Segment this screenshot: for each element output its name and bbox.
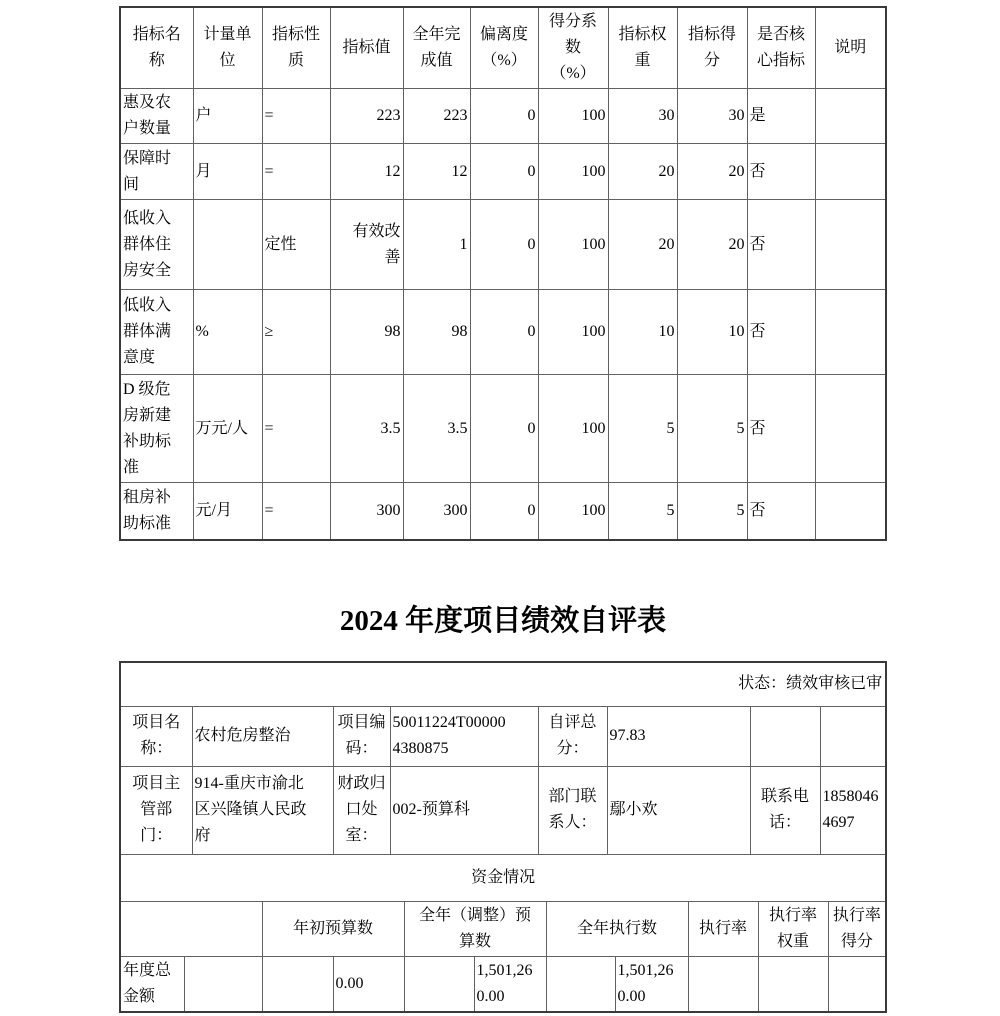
table-cell xyxy=(546,956,615,1012)
table-cell: 0 xyxy=(470,375,538,483)
header-cell: 指标得 分 xyxy=(677,7,747,89)
table-cell: 3.5 xyxy=(403,375,470,483)
project-info-row xyxy=(120,706,886,766)
indicator-header-row xyxy=(120,7,886,89)
section-row xyxy=(120,854,886,901)
indicator-row xyxy=(120,200,886,290)
table-cell: = xyxy=(262,483,330,540)
table-cell xyxy=(758,956,828,1012)
table-cell xyxy=(815,144,886,200)
table-cell xyxy=(815,290,886,375)
department-value: 914-重庆市渝北 区兴隆镇人民政 府 xyxy=(192,766,333,854)
table-cell: 5 xyxy=(608,483,677,540)
table-cell: = xyxy=(262,144,330,200)
table-cell: 5 xyxy=(677,375,747,483)
table-cell: ≥ xyxy=(262,290,330,375)
indicator-name-cell: 惠及农 户数量 xyxy=(120,89,193,144)
header-cell: 是否核 心指标 xyxy=(747,7,815,89)
phone-label: 联系电 话： xyxy=(750,766,820,854)
header-cell: 说明 xyxy=(815,7,886,89)
header-cell: 指标性 质 xyxy=(262,7,330,89)
table-cell: 0 xyxy=(470,483,538,540)
table-cell: 0 xyxy=(470,290,538,375)
table-cell xyxy=(404,956,474,1012)
table-cell: 元/月 xyxy=(193,483,262,540)
status-text: 状态：绩效审核已审 xyxy=(120,662,886,706)
project-name-value: 农村危房整治 xyxy=(192,706,333,766)
table-cell: 98 xyxy=(330,290,403,375)
table-cell: 有效改 善 xyxy=(330,200,403,290)
table-cell xyxy=(815,200,886,290)
table-cell: 5 xyxy=(677,483,747,540)
finance-office-label: 财政归 口处 室： xyxy=(333,766,390,854)
initial-budget-value: 0.00 xyxy=(333,956,404,1012)
indicator-name-cell: 低收入 群体满 意度 xyxy=(120,290,193,375)
indicator-row xyxy=(120,375,886,483)
header-cell: 全年（调整）预 算数 xyxy=(404,901,546,956)
table-cell: 100 xyxy=(538,200,608,290)
adjusted-budget-value: 1,501,26 0.00 xyxy=(474,956,546,1012)
header-cell: 执行率 权重 xyxy=(758,901,828,956)
department-info-row xyxy=(120,766,886,854)
header-cell: 指标名 称 xyxy=(120,7,193,89)
executed-amount-value: 1,501,26 0.00 xyxy=(615,956,688,1012)
header-cell: 指标权 重 xyxy=(608,7,677,89)
header-cell: 执行率 得分 xyxy=(828,901,886,956)
table-cell xyxy=(820,706,886,766)
header-cell: 全年执行数 xyxy=(546,901,688,956)
indicator-row xyxy=(120,89,886,144)
table-cell: 1 xyxy=(403,200,470,290)
project-summary-table xyxy=(119,661,887,1013)
table-cell xyxy=(815,483,886,540)
indicator-name-cell: 低收入 群体住 房安全 xyxy=(120,200,193,290)
table-cell: 100 xyxy=(538,290,608,375)
indicator-row xyxy=(120,144,886,200)
indicator-name-cell: 保障时 间 xyxy=(120,144,193,200)
indicator-name-cell: 租房补 助标准 xyxy=(120,483,193,540)
header-cell: 指标值 xyxy=(330,7,403,89)
table-cell: 223 xyxy=(403,89,470,144)
table-cell: 定性 xyxy=(262,200,330,290)
table-cell: 0 xyxy=(470,89,538,144)
table-cell: 否 xyxy=(747,200,815,290)
table-cell: 10 xyxy=(608,290,677,375)
table-cell: 否 xyxy=(747,290,815,375)
table-cell: 0 xyxy=(470,144,538,200)
table-cell: 20 xyxy=(677,200,747,290)
table-cell: 月 xyxy=(193,144,262,200)
funding-header-row xyxy=(120,901,886,956)
table-cell xyxy=(815,375,886,483)
table-cell: 否 xyxy=(747,375,815,483)
table-cell xyxy=(688,956,758,1012)
header-cell: 计量单 位 xyxy=(193,7,262,89)
finance-office-value: 002-预算科 xyxy=(390,766,538,854)
table-cell: 20 xyxy=(677,144,747,200)
table-cell: 100 xyxy=(538,144,608,200)
table-cell: 3.5 xyxy=(330,375,403,483)
contact-label: 部门联 系人： xyxy=(538,766,607,854)
table-cell xyxy=(750,706,820,766)
table-cell: = xyxy=(262,89,330,144)
table-cell: 30 xyxy=(677,89,747,144)
indicator-name-cell: D 级危 房新建 补助标 准 xyxy=(120,375,193,483)
table-cell: 30 xyxy=(608,89,677,144)
self-score-label: 自评总 分： xyxy=(538,706,607,766)
table-cell: 20 xyxy=(608,200,677,290)
indicator-row xyxy=(120,290,886,375)
project-code-value: 50011224T00000 4380875 xyxy=(390,706,538,766)
indicator-row xyxy=(120,483,886,540)
status-row xyxy=(120,662,886,706)
project-code-label: 项目编 码： xyxy=(333,706,390,766)
table-cell: 223 xyxy=(330,89,403,144)
table-cell: 是 xyxy=(747,89,815,144)
indicator-table xyxy=(119,6,887,541)
table-cell xyxy=(815,89,886,144)
phone-value: 1858046 4697 xyxy=(820,766,886,854)
table-cell: 户 xyxy=(193,89,262,144)
table-cell: 100 xyxy=(538,89,608,144)
header-cell xyxy=(120,901,262,956)
table-cell: 98 xyxy=(403,290,470,375)
table-cell: 10 xyxy=(677,290,747,375)
table-cell xyxy=(262,956,333,1012)
header-cell: 全年完 成值 xyxy=(403,7,470,89)
table-cell: 否 xyxy=(747,144,815,200)
table-cell: 万元/人 xyxy=(193,375,262,483)
header-cell: 偏离度 （%） xyxy=(470,7,538,89)
table-cell: % xyxy=(193,290,262,375)
header-cell: 得分系 数 （%） xyxy=(538,7,608,89)
table-cell: 0 xyxy=(470,200,538,290)
table-cell: 100 xyxy=(538,375,608,483)
table-cell: 5 xyxy=(608,375,677,483)
contact-value: 鄢小欢 xyxy=(607,766,750,854)
table-cell xyxy=(184,956,262,1012)
header-cell: 年初预算数 xyxy=(262,901,404,956)
table-cell xyxy=(193,200,262,290)
table-cell xyxy=(828,956,886,1012)
table-cell: 100 xyxy=(538,483,608,540)
table-cell: 300 xyxy=(330,483,403,540)
table-cell: 20 xyxy=(608,144,677,200)
self-score-value: 97.83 xyxy=(607,706,750,766)
funding-total-row xyxy=(120,956,886,1012)
table-cell: = xyxy=(262,375,330,483)
annual-total-label: 年度总 金额 xyxy=(120,956,184,1012)
table-cell: 300 xyxy=(403,483,470,540)
project-name-label: 项目名 称： xyxy=(120,706,192,766)
page-title: 2024 年度项目绩效自评表 xyxy=(339,605,667,637)
section-title: 资金情况 xyxy=(120,854,886,901)
table-cell: 12 xyxy=(403,144,470,200)
table-cell: 12 xyxy=(330,144,403,200)
table-cell: 否 xyxy=(747,483,815,540)
header-cell: 执行率 xyxy=(688,901,758,956)
department-label: 项目主 管部 门： xyxy=(120,766,192,854)
